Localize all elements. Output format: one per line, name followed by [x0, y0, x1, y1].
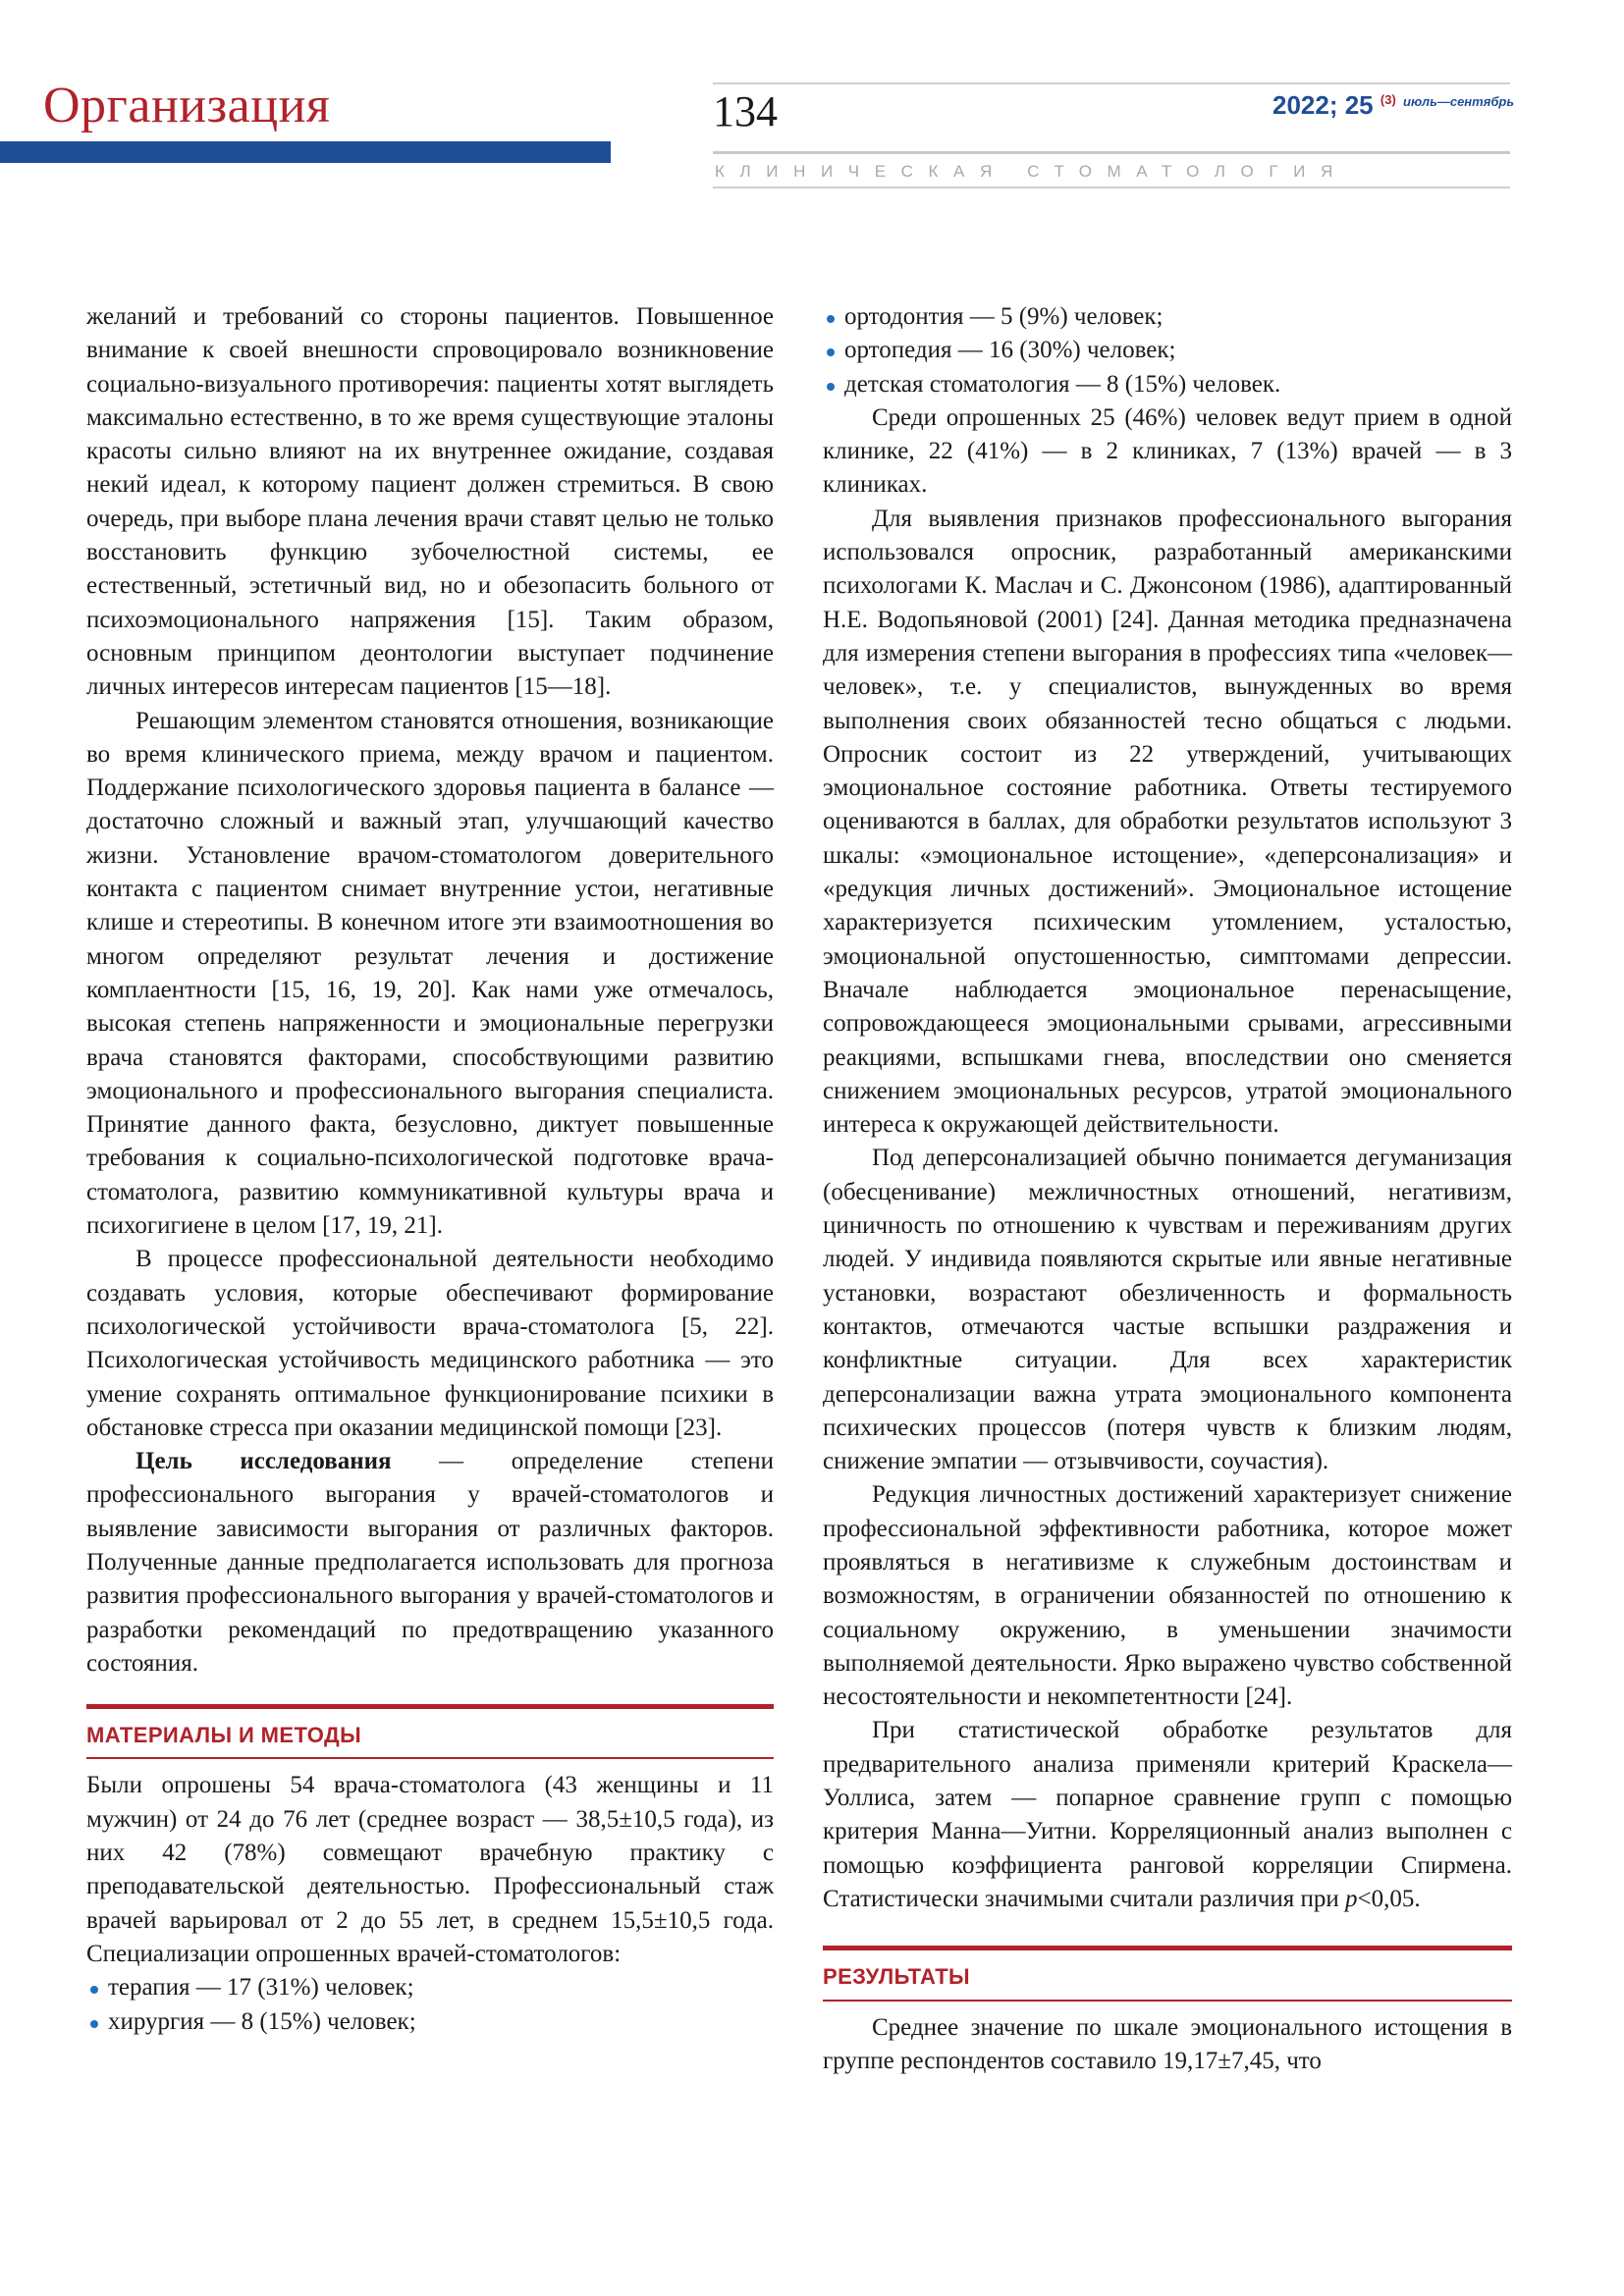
paragraph: желаний и требований со стороны пациентов. Повышенное внимание к своей внешности спровоцировало возникновение социально-визуального противоречия: пациенты хотят выглядеть максимально естественно, в то же время существующие эталоны красоты сильно влияют на их внутреннее ожидание, создавая некий идеал, к которому пациент должен стремиться. В свою очередь, при выборе плана лечения врачи ставят целью не только восстановить функцию зубочелюстной системы, ее естественный, эстетичный вид, но и обезопасить больного от психоэмоционального напряжения [15]. Таким образом, основным принципом деонтологии выступает подчинение личных интересов интересам пациентов [15—18].: [86, 303, 774, 701]
issue-info: [1272, 92, 1514, 118]
specialization-list: [86, 1971, 774, 2039]
paragraph: Для выявления признаков профессионального выгорания использовался опросник, разработанный американскими психологами К. Маслач и С. Джонсоном (1986), адаптированный Н.Е. Водопьяновой (2001) [24]. Данная методика предназначена для измерения степени выгорания в профессиях типа «человек—человек», т.е. у специалистов, вынужденных во время выполнения своих обязанностей тесно общаться с людьми. Опросник состоит из 22 утверждений, учитывающих эмоциональное состояние работника. Ответы тестируемого оцениваются в баллах, для обработки результатов используют 3 шкалы: «эмоциональное истощение», «деперсонализация» и «редукция личных достижений». Эмоциональное истощение характеризуется психическим утомлением, усталостью, эмоциональной опустошенностью, симптомами депрессии. Вначале наблюдается эмоциональное перенасыщение, сопровождающееся эмоциональными срывами, агрессивными реакциями, вспышками гнева, впоследствии оно сменяется снижением эмоциональных ресурсов, утратой эмоционального интереса к окружающей действительности.: [823, 505, 1512, 1139]
section-title: Организация: [43, 78, 331, 133]
list-item: детская стоматология — 8 (15%) человек.: [823, 368, 1512, 401]
section-heading-methods: [86, 1704, 774, 1759]
section-color-bar: [0, 141, 611, 163]
list-item: терапия — 17 (31%) человек;: [86, 1971, 774, 2004]
stat-threshold: <0,05.: [1357, 1885, 1421, 1912]
list-item: ортопедия — 16 (30%) человек;: [823, 334, 1512, 367]
issue-number: (3): [1380, 92, 1396, 107]
issue-months: июль—сентябрь: [1403, 94, 1515, 109]
journal-name: КЛИНИЧЕСКАЯ СТОМАТОЛОГИЯ: [715, 162, 1348, 181]
paragraph: Под деперсонализацией обычно понимается дегуманизация (обесценивание) межличностных отношений, негативизм, циничность по отношению к чувствам и переживаниям других людей. У индивида появляются скрытые или явные негативные установки, возрастают обезличенность и формальность контактов, отмечаются частые вспышки раздражения и конфликтные ситуации. Для всех характеристик деперсонализации важна утрата эмоционального компонента психических процессов (потеря чувств к близким людям, снижение эмпатии — отзывчивости, соучастия).: [823, 1145, 1512, 1475]
header-rule-mid: [713, 151, 1510, 154]
p-symbol: p: [1345, 1885, 1358, 1912]
paragraph: В процессе профессиональной деятельности необходимо создавать условия, которые обеспечивают формирование психологической устойчивости врача-стоматолога [5, 22]. Психологическая устойчивость медицинского работника — это умение сохранять оптимальное функционирование психики в обстановке стресса при оказании медицинской помощи [23].: [86, 1246, 774, 1441]
heading-text: МАТЕРИАЛЫ И МЕТОДЫ: [86, 1723, 362, 1748]
paragraph-statistics: [823, 1714, 1512, 1916]
heading-text: РЕЗУЛЬТАТЫ: [823, 1964, 970, 1990]
aim-label: Цель исследования: [135, 1448, 392, 1475]
paragraph: Среди опрошенных 25 (46%) человек ведут прием в одной клинике, 22 (41%) — в 2 клиниках, 7 (13%) врачей — в 3 клиниках.: [823, 403, 1512, 499]
header-rule-bottom: [713, 187, 1510, 188]
paragraph: Редукция личностных достижений характеризует снижение профессиональной эффективности работника, которое может проявляться в негативизме к служебным достоинствам и возможностям, в ограничении обязанностей по отношению к социальному окружению, в уменьшении значимости выполняемой деятельности. Ярко выражено чувство собственной несостоятельности и некомпетентности [24].: [823, 1481, 1512, 1711]
specialization-list-continued: [823, 300, 1512, 401]
stat-text: При статистической обработке результатов для предварительного анализа применяли критерий Краскела—Уоллиса, затем — попарное сравнение групп с помощью критерия Манна—Уитни. Корреляционный анализ выполнен с помощью коэффициента ранговой корреляции Спирмена. Статистически значимыми считали различия при: [823, 1717, 1512, 1912]
paragraph: Решающим элементом становятся отношения, возникающие во время клинического приема, между врачом и пациентом. Поддержание психологического здоровья пациента в балансе — достаточно сложный и важный этап, улучшающий качество жизни. Установление врачом-стоматологом доверительного контакта с пациентом снимает внутренние устои, негативные клише и стереотипы. В конечном итоге эти взаимоотношения во многом определяют результат лечения и достижение комплаентности [15, 16, 19, 20]. Как нами уже отмечалось, высокая степень напряженности и эмоциональные перегрузки врача становятся факторами, способствующими развитию эмоционального и профессионального выгорания специалиста. Принятие данного факта, безусловно, диктует повышенные требования к социально-психологической подготовке врача-стоматолога, развитию коммуникативной культуры врача и психогигиене в целом [17, 19, 21].: [86, 707, 774, 1240]
aim-text: — определение степени профессионального выгорания у врачей-стоматологов и выявление зависимости выгорания от различных факторов. Полученные данные предполагается использовать для прогноза развития профессионального выгорания у врачей-стоматологов и разработки рекомендаций по предотвращению указанного состояния.: [86, 1448, 774, 1677]
right-column: [823, 300, 1512, 2078]
paragraph: Были опрошены 54 врача-стоматолога (43 женщины и 11 мужчин) от 24 до 76 лет (среднее возраст — 38,5±10,5 года), из них 42 (78%) совмещают врачебную практику с преподавательской деятельностью. Профессиональный стаж врачей варьировал от 2 до 55 лет, в среднем 15,5±10,5 года. Специализации опрошенных врачей-стоматологов:: [86, 1772, 774, 1967]
paragraph: Среднее значение по шкале эмоционального истощения в группе респондентов составило 19,17±7,45, что: [823, 2013, 1512, 2074]
list-item: хирургия — 8 (15%) человек;: [86, 2005, 774, 2039]
list-item: ортодонтия — 5 (9%) человек;: [823, 300, 1512, 334]
header-rule-top: [713, 82, 1510, 84]
section-heading-results: [823, 1946, 1512, 2001]
issue-year-volume: 2022; 25: [1272, 90, 1374, 120]
paragraph-aim: [86, 1445, 774, 1681]
page-number: 134: [713, 87, 778, 135]
left-column: [86, 300, 774, 2039]
